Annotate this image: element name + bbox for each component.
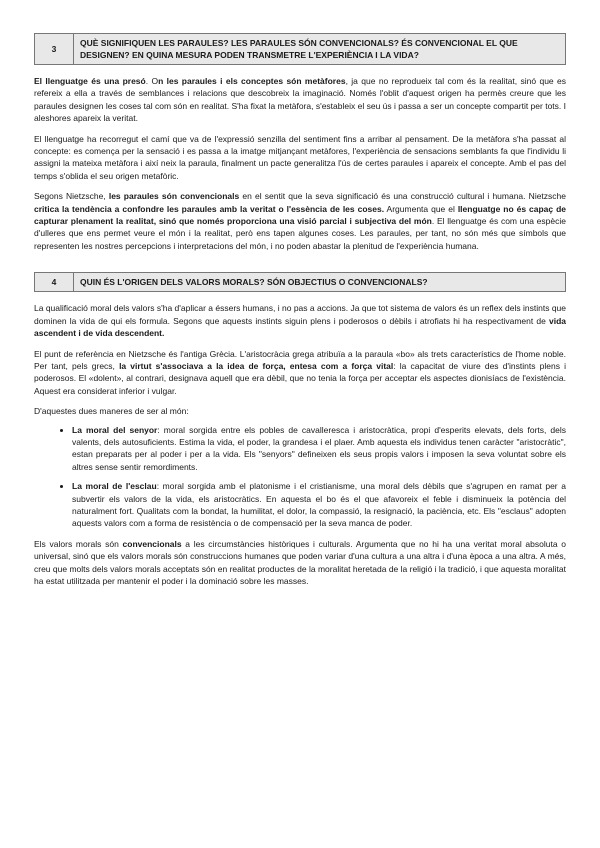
paragraph: La qualificació moral dels valors s'ha d'aplicar a éssers humans, i no pas a accions. Ja que tot sistema de valors és un reflex dels instints que dominen la vida de qui els formula. Segons que aquests instints siguin plens i poderosos o dèbils i atrofiats hi ha respectivament de vida ascendent i de vida descendent. xyxy=(34,303,566,339)
question-title: QUÈ SIGNIFIQUEN LES PARAULES? LES PARAULES SÓN CONVENCIONALS? ÉS CONVENCIONAL EL QUE DESIGNEN? EN QUINA MESURA PODEN TRANSMETRE L'EXPERIÈNCIA I LA VIDA? xyxy=(80,38,518,60)
paragraph: Els valors morals són convencionals a les circumstàncies històriques i culturals. Argumenta que no hi ha una veritat moral absoluta o universal, sinó que els valors morals són construccions humanes que poden variar d'una cultura a una altra i d'una època a una altra. A més, creu que molts dels valors morals acceptats són en realitat productes de la moralitat heretada de la religió i la tradició, i que aquesta moralitat ha estat utilitzada per mantenir el poder i la dominació sobre les masses. xyxy=(34,538,567,586)
paragraph: El llenguatge és una presó. On les paraules i els conceptes són metàfores, ja que no reprodueix tal com és la realitat, sinó que es refereix a ella a través de semblances i relacions que descobreix la imaginació. Només l'oblit d'aquest origen ha permès creure que les paraules designen les coses tal com són en realitat. S'ha fixat la metàfora, s'estableix el seu ús i passa a ser un concepte compartit per tots. I aleshores apareix la veritat. xyxy=(34,76,566,124)
paragraph: Segons Nietzsche, les paraules són convencionals en el sentit que la seva significació és una construcció cultural i humana. Nietzsche critica la tendència a confondre les paraules amb la veritat o l'essència de les coses. Argumenta que el llenguatge no és capaç de capturar plenament la realitat, sinó que només proporciona una visió parcial i subjectiva del món. El llenguatge és com una espècie d'ulleres que ens permet veure el món i la realitat, però ens tapen algunes coses. Les paraules, per tant, no són més que símbols que representen les nostres percepcions i interpretacions del món, i no poden abastar la plenitud de l'experiència humana. xyxy=(34,191,567,251)
question-4-header xyxy=(34,272,566,292)
question-3-header xyxy=(34,33,566,65)
paragraph: El llenguatge ha recorregut el camí que va de l'expressió senzilla del sentiment fins a arribar al pensament. De la metàfora s'ha passat al concepte: es comença per la sensació i es passa a la imatge mitjançant metàfores, l'experiència de sensacions semblants fa que l'individu li assigni la mateixa metàfora i així neix la paraula, finalment un pacte generalitza l'ús de certes paraules i apareix el concepte. Amb el pas del temps s'oblida el seu origen metafòric. xyxy=(34,133,566,181)
paragraph: El punt de referència en Nietzsche és l'antiga Grècia. L'aristocràcia grega atribuïa a la paraula «bo» als trets característics de l'home noble. Per tant, pels grecs, la virtut s'associava a la idea de força, entesa com a força vital: la capacitat de viure des d'instints plens i poderosos. El «dolent», al contrari, designava aquell que era dèbil, que no tenia la força per acceptar els aspectes dionisíacs de l'existència. Aquest era considerat inferior i vulgar. xyxy=(34,348,566,396)
question-number: 3 xyxy=(35,34,74,64)
list-item: • La moral de l'esclau: moral sorgida amb el platonisme i el cristianisme, una moral dels dèbils que s'agrupen en ramat per a subvertir els valors de la vida, els aristocràtics. En aquesta el bo és el que afavoreix el feble i disminueix la potència del naturalment fort. Qualitats com la bondat, la humilitat, el dolor, la compassió, la resignació, la paciència, etc. Els "esclaus" adopten aquests valors com a forma de resistència o de compensació per la seva manca de poder. xyxy=(72,480,566,530)
paragraph: D'aquestes dues maneres de ser al món: xyxy=(34,406,189,417)
bullet-list xyxy=(34,424,566,530)
list-item: • La moral del senyor: moral sorgida entre els pobles de cavalleresca i aristocràtica, propi d'esperits elevats, dels forts, dels valents, dels autosuficients. Estima la vida, el poder, la grandesa i el plaer. Amb aquesta els individus tenen caràcter "aristocràtic", estan preparats per al poder i per a la vida. Els "senyors" defineixen els seus propis valors i imposen la seva voluntat sobre els altres sense sentir remordiments. xyxy=(72,424,566,474)
question-number: 4 xyxy=(35,273,74,291)
question-title: QUIN ÉS L'ORIGEN DELS VALORS MORALS? SÓN OBJECTIUS O CONVENCIONALS? xyxy=(80,277,428,288)
document-page xyxy=(34,33,566,595)
